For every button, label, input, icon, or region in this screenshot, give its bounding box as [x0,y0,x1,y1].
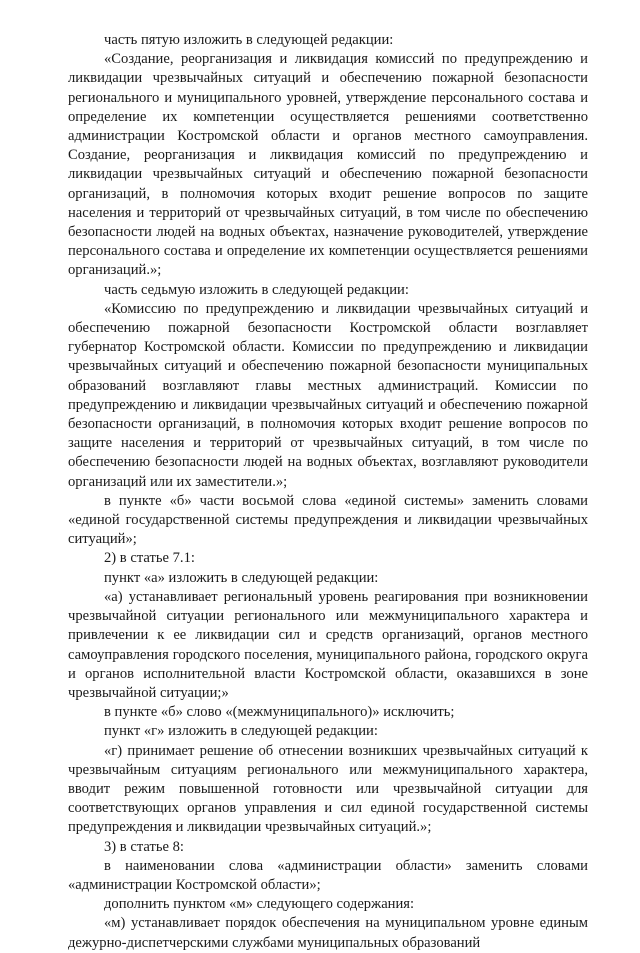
paragraph-point-a-intro: пункт «а» изложить в следующей редакции: [104,569,379,586]
paragraph-point-m-intro: дополнить пунктом «м» следующего содержания: [104,896,415,913]
paragraph-part-eight-b: в пункте «б» части восьмой слова «единой системы» заменить словами «единой государственной системы предупреждения и ликвидации чрезвычайных ситуаций»; [68,492,588,548]
paragraph-commission-creation: «Создание, реорганизация и ликвидация комиссий по предупреждению и ликвидации чрезвычайных ситуаций и обеспечению пожарной безопасности регионального и муниципального уровней, утверждение персонального состава и определение их компетенции осуществляется решениями соответственно администрации Костромской области и органов местного самоуправления. Создание, реорганизация и ликвидация комиссий по предупреждению и ликвидации чрезвычайных ситуаций и обеспечению пожарной безопасности организаций, в полномочия которых входит решение вопросов по защите населения и территорий от чрезвычайных ситуаций, в том числе по обеспечению безопасности людей на водных объектах, назначение руководителей, утверждение персонального состава и определение их компетенции осуществляется решениями организаций.»; [68,51,588,279]
paragraph-point-b-text: в пункте «б» слово «(межмуниципального)» исключить; [104,704,455,721]
paragraph-point-g-text: «г) принимает решение об отнесении возникших чрезвычайных ситуаций к чрезвычайным ситуациям регионального или межмуниципального характера, вводит режим повышенной готовности или чрезвычайной ситуации для соответствующих органов управления и сил единой государственной системы предупреждения и ликвидации чрезвычайных ситуаций.»; [68,742,588,836]
paragraph-part-five-intro: часть пятую изложить в следующей редакции: [104,32,394,48]
paragraph-point-a-text: «а) устанавливает региональный уровень реагирования при возникновении чрезвычайной ситуации регионального или межмуниципального характера и привлечении к ее ликвидации сил и средств организаций, органов местного самоуправления городского поселения, муниципального района, городского округа и органов исполнительной власти Костромской области, оказавшихся в зоне чрезвычайной ситуации;» [68,588,588,701]
paragraph-point-g-intro: пункт «г» изложить в следующей редакции: [104,723,378,740]
paragraph-article-7-1: 2) в статье 7.1: [104,550,195,567]
paragraph-article-8: 3) в статье 8: [104,838,184,855]
document-page [68,31,588,953]
paragraph-point-m-text: «м) устанавливает порядок обеспечения на муниципальном уровне единым дежурно-диспетчерскими службами муниципальных образований [68,915,588,951]
paragraph-part-seven-intro: часть седьмую изложить в следующей редакции: [104,281,409,298]
paragraph-title-change: в наименовании слова «администрации области» заменить словами «администрации Костромской области»; [68,857,588,893]
paragraph-commission-heads: «Комиссию по предупреждению и ликвидации чрезвычайных ситуаций и обеспечению пожарной безопасности Костромской области возглавляет губернатор Костромской области. Комиссии по предупреждению и ликвидации чрезвычайных ситуаций и обеспечению пожарной безопасности муниципальных образований возглавляют главы местных администраций. Комиссии по предупреждению и ликвидации чрезвычайных ситуаций и обеспечению пожарной безопасности организаций, в полномочия которых входит решение вопросов по защите населения и территорий от чрезвычайных ситуаций, в том числе по обеспечению безопасности людей на водных объектах, возглавляют руководители организаций или их заместители.»; [68,300,588,490]
